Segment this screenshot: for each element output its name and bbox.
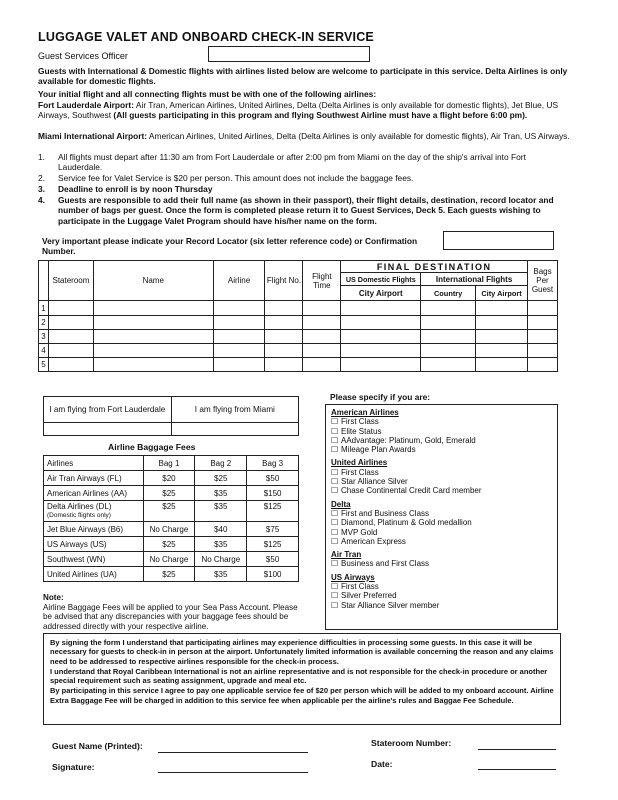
- checkbox-option[interactable]: ☐ Silver Preferred: [331, 591, 552, 600]
- airline-cell[interactable]: [213, 358, 265, 372]
- table-row: [44, 552, 299, 567]
- fee-bag1: $25: [143, 486, 195, 501]
- fee-airline: Southwest (WN): [44, 552, 144, 567]
- stateroom-number-label: Stateroom Number:: [371, 738, 452, 748]
- fee-airline: Delta Airlines (DL): [47, 502, 112, 511]
- list-item-4: [38, 195, 578, 226]
- fee-bag3: $125: [247, 501, 299, 522]
- fll-southwest-note: (All guests participating in this program and flying Southwest Airline must have a flight before 6:00 pm).: [113, 110, 528, 121]
- fee-bag1: No Charge: [143, 522, 195, 537]
- fee-airline: Jet Blue Airways (B6): [44, 522, 144, 537]
- list-item-1: [38, 152, 578, 173]
- checkbox-option[interactable]: ☐ First and Business Class: [331, 509, 552, 518]
- checkbox-option[interactable]: ☐ Diamond, Platinum & Gold medallion: [331, 518, 552, 527]
- fee-bag2: $40: [195, 522, 247, 537]
- specify-airline-american: American Airlines: [331, 408, 399, 417]
- airline-cell[interactable]: [213, 316, 265, 330]
- table-row: [44, 471, 299, 486]
- item-text: Service fee for Valet Service is $20 per person. This amount does not include the baggage fees.: [58, 173, 414, 183]
- item-number: 2.: [38, 173, 45, 183]
- bags-header: Bags Per Guest: [527, 261, 557, 301]
- fee-airline-cell: [44, 501, 144, 522]
- airline-header: Airline: [213, 261, 265, 301]
- date-field[interactable]: [478, 769, 556, 770]
- flight-time-cell[interactable]: [303, 358, 341, 372]
- item-number: 3.: [38, 184, 45, 194]
- fee-header-row: [44, 456, 299, 471]
- status-specify-box: [325, 404, 558, 630]
- fee-airline: Air Tran Airways (FL): [44, 471, 144, 486]
- flight-time-cell[interactable]: [303, 301, 341, 316]
- table-row: [44, 501, 299, 522]
- mia-airlines: American Airlines, United Airlines, Delta (Delta Airlines is only available for domestic flights), Air Tran, US Airways.: [147, 131, 570, 141]
- name-cell[interactable]: [93, 330, 213, 344]
- guest-name-field[interactable]: [158, 752, 308, 753]
- row-number: 3: [39, 330, 49, 344]
- fee-airline: American Airlines (AA): [44, 486, 144, 501]
- flight-time-cell[interactable]: [303, 344, 341, 358]
- fee-bag2: $35: [195, 537, 247, 552]
- checkbox-option[interactable]: ☐ Star Alliance Silver member: [331, 601, 552, 610]
- checkbox-option[interactable]: ☐ American Express: [331, 537, 552, 546]
- fll-label: Fort Lauderdale Airport:: [38, 100, 135, 110]
- flying-from-fll-option[interactable]: I am flying from Fort Lauderdale: [44, 397, 172, 423]
- domestic-cell[interactable]: [341, 301, 421, 316]
- fee-airline: United Airlines (UA): [44, 567, 144, 582]
- intl-city-cell[interactable]: [476, 344, 528, 358]
- name-cell[interactable]: [93, 358, 213, 372]
- delta-domestic-note: (Domestic flights only): [47, 512, 111, 519]
- name-cell[interactable]: [93, 316, 213, 330]
- checkbox-option[interactable]: ☐ Mileage Plan Awards: [331, 445, 552, 454]
- note-text: Airline Baggage Fees will be applied to your Sea Pass Account. Please be advised that any discrepancies with your baggage fees should be addressed directly with your respective airline.: [43, 602, 298, 631]
- stateroom-cell[interactable]: [48, 358, 93, 372]
- record-locator-input[interactable]: [443, 231, 554, 250]
- fee-bag2: $35: [195, 567, 247, 582]
- checkbox-option[interactable]: ☐ Star Alliance Silver: [331, 477, 552, 486]
- name-header: Name: [93, 261, 213, 301]
- fee-header-bag3: Bag 3: [247, 456, 299, 471]
- list-item-3: [38, 184, 578, 194]
- international-header: International Flights: [421, 273, 528, 286]
- domestic-cell[interactable]: [341, 330, 421, 344]
- baggage-fees-table: [43, 455, 299, 582]
- final-destination-header: FINAL DESTINATION: [341, 261, 528, 273]
- baggage-note: [43, 593, 305, 631]
- row-number: 4: [39, 344, 49, 358]
- flight-no-header: Flight No.: [265, 261, 303, 301]
- fee-bag2: No Charge: [195, 552, 247, 567]
- item-text: All flights must depart after 11:30 am from Fort Lauderdale or after 2:00 pm from Miami on the day of the ship's arrival into Fort Lauderdale.: [58, 152, 526, 173]
- signature-label: Signature:: [52, 762, 95, 772]
- checkbox-option[interactable]: ☐ First Class: [331, 468, 552, 477]
- fee-bag1: $20: [143, 471, 195, 486]
- intl-city-cell[interactable]: [476, 316, 528, 330]
- fee-bag3: $150: [247, 486, 299, 501]
- name-cell[interactable]: [93, 344, 213, 358]
- fll-airlines: Air Tran, American Airlines, United Airlines, Delta (Delta Airlines is only available for domestic flights), Jet Blue, US Airways, Southwest: [38, 100, 559, 121]
- checkbox-option[interactable]: ☐ Business and First Class: [331, 559, 552, 568]
- checkbox-option[interactable]: ☐ First Class: [331, 417, 552, 426]
- checkbox-option[interactable]: ☐ AAdvantage: Platinum, Gold, Emerald: [331, 436, 552, 445]
- flight-time-header: Flight Time: [303, 261, 341, 301]
- checkbox-option[interactable]: ☐ First Class: [331, 582, 552, 591]
- row-num-header: [39, 261, 49, 301]
- specify-airline-united: United Airlines: [331, 458, 388, 468]
- row-number: 5: [39, 358, 49, 372]
- item-text: Guests are responsible to add their full name (as shown in their passport), their flight details, destination, record locator and number of bags per guest. Once the form is completed please return it to Guest Services, Deck 5. Each guests wishing to participate in the Luggage Valet Program should have his/her name on the form.: [58, 195, 554, 226]
- item-number: 1.: [38, 152, 45, 162]
- date-label: Date:: [371, 759, 393, 769]
- disclaimer-paragraph: By participating in this service I agree to pay one applicable service fee of $20 per person which will be added to my onboard account. Airline Extra Baggage Fee will be charged in addition to this service fee when applicable per the airline's rules and Baggae Fee Schedule.: [50, 686, 554, 705]
- fee-bag3: $100: [247, 567, 299, 582]
- fee-bag1: $25: [143, 501, 195, 522]
- signature-field[interactable]: [158, 772, 308, 773]
- specify-airline-airtran: Air Tran: [331, 550, 362, 560]
- checkbox-option[interactable]: ☐ Elite Status: [331, 427, 552, 436]
- domestic-city-airport-header: City Airport: [341, 286, 421, 301]
- country-header: Country: [421, 286, 476, 301]
- bags-cell[interactable]: [527, 358, 557, 372]
- table-row: [44, 567, 299, 582]
- disclaimer-box: [43, 633, 561, 725]
- domestic-cell[interactable]: [341, 344, 421, 358]
- stateroom-cell[interactable]: [48, 344, 93, 358]
- domestic-cell[interactable]: [341, 358, 421, 372]
- mia-label: Miami International Airport:: [38, 131, 148, 141]
- stateroom-cell[interactable]: [48, 301, 93, 316]
- country-cell[interactable]: [421, 330, 476, 344]
- fee-bag3: $50: [247, 552, 299, 567]
- checkbox-option[interactable]: ☐ Chase Continental Credit Card member: [331, 486, 552, 495]
- fee-bag1: $25: [143, 537, 195, 552]
- item-text: Deadline to enroll is by noon Thursday: [58, 184, 213, 194]
- specify-airline-delta: Delta: [331, 499, 351, 509]
- guest-flight-table: [38, 260, 558, 372]
- fee-bag2: $35: [195, 486, 247, 501]
- mia-paragraph: [38, 131, 578, 141]
- bags-cell[interactable]: [527, 316, 557, 330]
- bags-cell[interactable]: [527, 330, 557, 344]
- fll-paragraph: [38, 100, 578, 121]
- flight-no-cell[interactable]: [265, 344, 303, 358]
- airline-cell[interactable]: [213, 301, 265, 316]
- bags-cell[interactable]: [527, 344, 557, 358]
- table-row: [39, 316, 558, 330]
- airline-cell[interactable]: [213, 330, 265, 344]
- country-cell[interactable]: [421, 301, 476, 316]
- flight-time-cell[interactable]: [303, 316, 341, 330]
- departure-airport-selector: [43, 396, 299, 436]
- row-number: 1: [39, 301, 49, 316]
- domestic-cell[interactable]: [341, 316, 421, 330]
- fee-header-bag2: Bag 2: [195, 456, 247, 471]
- initial-flight-heading: Your initial flight and all connecting flights must be with one of the following airlines:: [38, 89, 377, 99]
- flight-no-cell[interactable]: [265, 358, 303, 372]
- item-number: 4.: [38, 195, 45, 205]
- stateroom-number-field[interactable]: [478, 749, 556, 750]
- flight-no-cell[interactable]: [265, 301, 303, 316]
- fee-bag3: $125: [247, 537, 299, 552]
- country-cell[interactable]: [421, 358, 476, 372]
- fee-header-airlines: Airlines: [44, 456, 144, 471]
- fll-checkbox-cell[interactable]: [44, 423, 172, 436]
- intro-text: Guests with International & Domestic flights with airlines listed below are welcome to participate in this service. Delta Airlines is only available for domestic flights.: [38, 66, 568, 87]
- flight-no-cell[interactable]: [265, 316, 303, 330]
- stateroom-header: Stateroom: [48, 261, 93, 301]
- guest-name-label: Guest Name (Printed):: [52, 741, 143, 751]
- flight-no-cell[interactable]: [265, 330, 303, 344]
- gso-input-box[interactable]: [208, 46, 370, 62]
- intl-city-cell[interactable]: [476, 358, 528, 372]
- fee-bag1: No Charge: [143, 552, 195, 567]
- table-row: [39, 330, 558, 344]
- fee-header-bag1: Bag 1: [143, 456, 195, 471]
- table-row: [44, 537, 299, 552]
- fee-bag3: $75: [247, 522, 299, 537]
- flight-time-cell[interactable]: [303, 330, 341, 344]
- table-row: [39, 358, 558, 372]
- stateroom-cell[interactable]: [48, 316, 93, 330]
- specify-title: Please specify if you are:: [330, 392, 431, 402]
- domestic-header: US Domestic Flights: [341, 273, 421, 286]
- row-number: 2: [39, 316, 49, 330]
- table-row: [44, 522, 299, 537]
- gso-label: Guest Services Officer: [38, 51, 128, 61]
- form-title: LUGGAGE VALET AND ONBOARD CHECK-IN SERVICE: [38, 30, 374, 44]
- fee-bag1: $25: [143, 567, 195, 582]
- disclaimer-paragraph: I understand that Royal Caribbean International is not an airline representative and is not responsible for the check-in procedure or another special requirement such as seating assignment, upgrade and meal etc.: [50, 666, 548, 686]
- table-row: [44, 486, 299, 501]
- record-locator-text: Very important please indicate your Record Locator (six letter reference code) or Confirmation Number.: [42, 236, 418, 257]
- fee-airline: US Airways (US): [44, 537, 144, 552]
- checkbox-option[interactable]: ☐ MVP Gold: [331, 528, 552, 537]
- list-item-2: [38, 173, 578, 183]
- fee-bag2: $25: [195, 471, 247, 486]
- table-row: [39, 344, 558, 358]
- disclaimer-paragraph: By signing the form I understand that participating airlines may experience difficulties in processing some guests. In this case it will be necessary for guests to check-in in person at the airport. Unfortunately limited information is available concerning the reason and any claims need to be addressed to respective airlines responsible for the check-in process.: [50, 638, 554, 666]
- airline-cell[interactable]: [213, 344, 265, 358]
- baggage-fees-title: Airline Baggage Fees: [108, 442, 196, 452]
- mia-checkbox-cell[interactable]: [171, 423, 298, 436]
- bags-cell[interactable]: [527, 301, 557, 316]
- name-cell[interactable]: [93, 301, 213, 316]
- flying-from-mia-option[interactable]: I am flying from Miami: [171, 397, 298, 423]
- fee-bag2: $35: [195, 501, 247, 522]
- intl-city-cell[interactable]: [476, 330, 528, 344]
- country-cell[interactable]: [421, 316, 476, 330]
- intl-city-cell[interactable]: [476, 301, 528, 316]
- stateroom-cell[interactable]: [48, 330, 93, 344]
- table-row: [39, 301, 558, 316]
- country-cell[interactable]: [421, 344, 476, 358]
- specify-airline-usairways: US Airways: [331, 572, 375, 582]
- intl-city-airport-header: City Airport: [476, 286, 528, 301]
- note-label: Note:: [43, 593, 64, 602]
- fee-bag3: $50: [247, 471, 299, 486]
